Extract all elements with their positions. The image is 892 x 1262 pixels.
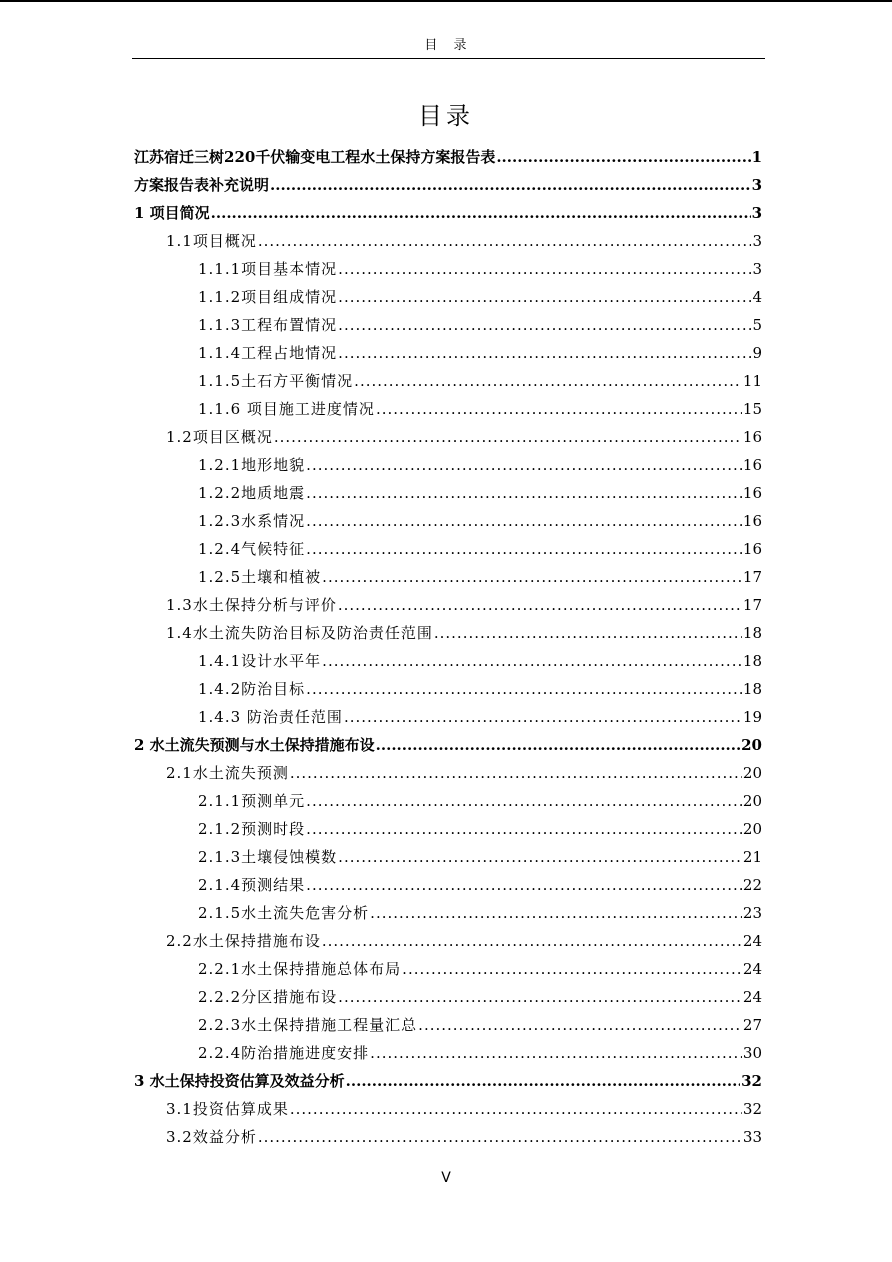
toc-entry-page: 16 [742,512,762,530]
toc-entry[interactable] [134,395,762,423]
toc-leader-dots [306,535,742,563]
toc-entry-label: 1 项目简况 [134,204,210,222]
toc-entry-page: 30 [742,1044,762,1062]
toc-entry[interactable] [134,423,762,451]
page-title: 目录 [418,102,474,130]
toc-leader-dots [270,171,751,199]
toc-entry[interactable] [134,1067,762,1095]
toc-entry[interactable] [134,1095,762,1123]
toc-entry-page: 3 [752,232,762,250]
toc-leader-dots [322,927,742,955]
toc-leader-dots [306,507,742,535]
toc-leader-dots [306,479,742,507]
toc-entry-label: 2.1.3土壤侵蚀模数 [198,848,338,866]
toc-entry-label: 方案报告表补充说明 [134,176,270,194]
toc-leader-dots [306,451,742,479]
toc-entry-label: 1.2.3水系情况 [198,512,306,530]
toc-entry-label: 1.1.4工程占地情况 [198,344,338,362]
toc-entry-page: 16 [742,428,762,446]
toc-entry-page: 23 [742,904,762,922]
toc-leader-dots [338,843,742,871]
toc-entry-page: 20 [741,736,762,754]
toc-entry-page: 32 [742,1100,762,1118]
toc-entry-label: 3.2效益分析 [166,1128,257,1146]
toc-leader-dots [354,367,742,395]
toc-entry-page: 24 [742,988,762,1006]
toc-entry-page: 17 [742,596,762,614]
toc-entry-page: 27 [742,1016,762,1034]
toc-leader-dots [370,899,742,927]
toc-entry[interactable] [134,227,762,255]
toc-leader-dots [338,311,751,339]
toc-entry[interactable] [134,479,762,507]
toc-entry[interactable] [134,703,762,731]
toc-entry-page: 9 [752,344,762,362]
toc-entry[interactable] [134,731,762,759]
table-of-contents [134,143,762,1151]
toc-entry-page: 15 [742,400,762,418]
toc-entry-label: 3.1投资估算成果 [166,1100,289,1118]
toc-entry-label: 2.2.3水土保持措施工程量汇总 [198,1016,418,1034]
toc-entry-page: 20 [742,764,762,782]
page-number: V [441,1170,451,1186]
toc-entry-page: 3 [751,176,762,194]
toc-entry[interactable] [134,591,762,619]
toc-entry-label: 2.1.5水土流失危害分析 [198,904,370,922]
toc-entry-label: 2.1.4预测结果 [198,876,306,894]
toc-leader-dots [344,703,742,731]
toc-entry-page: 16 [742,540,762,558]
toc-entry-page: 3 [751,204,762,222]
toc-leader-dots [338,339,751,367]
toc-entry[interactable] [134,339,762,367]
toc-entry-label: 1.4.2防治目标 [198,680,306,698]
toc-entry-label: 1.1.3工程布置情况 [198,316,338,334]
toc-entry[interactable] [134,451,762,479]
toc-entry[interactable] [134,675,762,703]
toc-entry-page: 18 [742,624,762,642]
toc-leader-dots [258,227,752,255]
toc-entry[interactable] [134,815,762,843]
toc-leader-dots [290,759,742,787]
toc-entry-label: 江苏宿迁三树220千伏输变电工程水土保持方案报告表 [134,148,496,166]
toc-leader-dots [290,1095,742,1123]
toc-entry-label: 1.3水土保持分析与评价 [166,596,337,614]
toc-leader-dots [338,983,742,1011]
toc-leader-dots [434,619,742,647]
toc-entry-label: 1.2项目区概况 [166,428,273,446]
toc-leader-dots [306,787,742,815]
toc-entry-page: 16 [742,484,762,502]
toc-entry-label: 2 水土流失预测与水土保持措施布设 [134,736,375,754]
toc-entry[interactable] [134,563,762,591]
toc-entry[interactable] [134,255,762,283]
toc-leader-dots [306,675,742,703]
toc-entry-page: 33 [742,1128,762,1146]
toc-entry-label: 2.2.4防治措施进度安排 [198,1044,370,1062]
toc-entry-label: 2.2.2分区措施布设 [198,988,338,1006]
toc-entry-page: 22 [742,876,762,894]
toc-entry[interactable] [134,535,762,563]
toc-entry-label: 1.2.5土壤和植被 [198,568,322,586]
toc-entry-page: 19 [742,708,762,726]
toc-entry-page: 16 [742,456,762,474]
toc-entry-label: 1.2.4气候特征 [198,540,306,558]
toc-leader-dots [370,1039,742,1067]
toc-entry-label: 1.4.3 防治责任范围 [198,708,343,726]
toc-entry[interactable] [134,143,762,171]
toc-entry-label: 1.2.1地形地貌 [198,456,306,474]
toc-entry[interactable] [134,1039,762,1067]
toc-entry-label: 1.2.2地质地震 [198,484,306,502]
toc-entry-page: 24 [742,932,762,950]
toc-entry-page: 24 [742,960,762,978]
toc-entry[interactable] [134,759,762,787]
toc-leader-dots [496,143,750,171]
toc-entry[interactable] [134,899,762,927]
toc-entry-label: 2.1.2预测时段 [198,820,306,838]
top-border [0,0,892,2]
toc-leader-dots [322,647,742,675]
toc-entry-label: 2.2.1水土保持措施总体布局 [198,960,402,978]
toc-entry[interactable] [134,927,762,955]
toc-leader-dots [306,871,742,899]
toc-entry-label: 2.1.1预测单元 [198,792,306,810]
toc-entry-label: 1.1.5土石方平衡情况 [198,372,354,390]
toc-leader-dots [211,199,751,227]
toc-entry-label: 1.4水土流失防治目标及防治责任范围 [166,624,433,642]
toc-entry-label: 1.1.6 项目施工进度情况 [198,400,375,418]
toc-entry[interactable] [134,1011,762,1039]
toc-entry-label: 2.2水土保持措施布设 [166,932,321,950]
toc-entry-label: 1.1项目概况 [166,232,257,250]
toc-entry[interactable] [134,1123,762,1151]
toc-entry-page: 3 [752,260,762,278]
toc-entry-page: 18 [742,680,762,698]
toc-entry-page: 1 [751,148,762,166]
toc-entry-page: 17 [742,568,762,586]
toc-leader-dots [402,955,742,983]
toc-entry[interactable] [134,871,762,899]
toc-entry[interactable] [134,647,762,675]
toc-leader-dots [322,563,742,591]
toc-entry[interactable] [134,199,762,227]
toc-entry-page: 32 [741,1072,762,1090]
toc-entry[interactable] [134,843,762,871]
toc-entry-page: 4 [752,288,762,306]
toc-leader-dots [274,423,742,451]
toc-entry-page: 5 [752,316,762,334]
toc-entry[interactable] [134,983,762,1011]
toc-entry-label: 2.1水土流失预测 [166,764,289,782]
toc-leader-dots [306,815,742,843]
running-header: 目 录 [132,36,765,59]
toc-entry[interactable] [134,171,762,199]
toc-leader-dots [338,283,751,311]
toc-leader-dots [338,255,751,283]
toc-entry[interactable] [134,367,762,395]
toc-leader-dots [346,1067,740,1095]
toc-entry-label: 1.1.1项目基本情况 [198,260,338,278]
toc-entry-label: 3 水土保持投资估算及效益分析 [134,1072,345,1090]
toc-leader-dots [338,591,742,619]
toc-leader-dots [418,1011,742,1039]
toc-entry[interactable] [134,787,762,815]
toc-entry[interactable] [134,507,762,535]
toc-entry-page: 18 [742,652,762,670]
toc-entry[interactable] [134,955,762,983]
toc-leader-dots [376,731,740,759]
toc-leader-dots [258,1123,742,1151]
toc-entry[interactable] [134,619,762,647]
toc-entry-page: 21 [742,848,762,866]
toc-entry-page: 20 [742,792,762,810]
toc-entry-label: 1.4.1设计水平年 [198,652,322,670]
toc-leader-dots [376,395,742,423]
toc-entry[interactable] [134,283,762,311]
toc-entry-page: 11 [742,372,762,390]
toc-entry-page: 20 [742,820,762,838]
toc-entry[interactable] [134,311,762,339]
toc-entry-label: 1.1.2项目组成情况 [198,288,338,306]
